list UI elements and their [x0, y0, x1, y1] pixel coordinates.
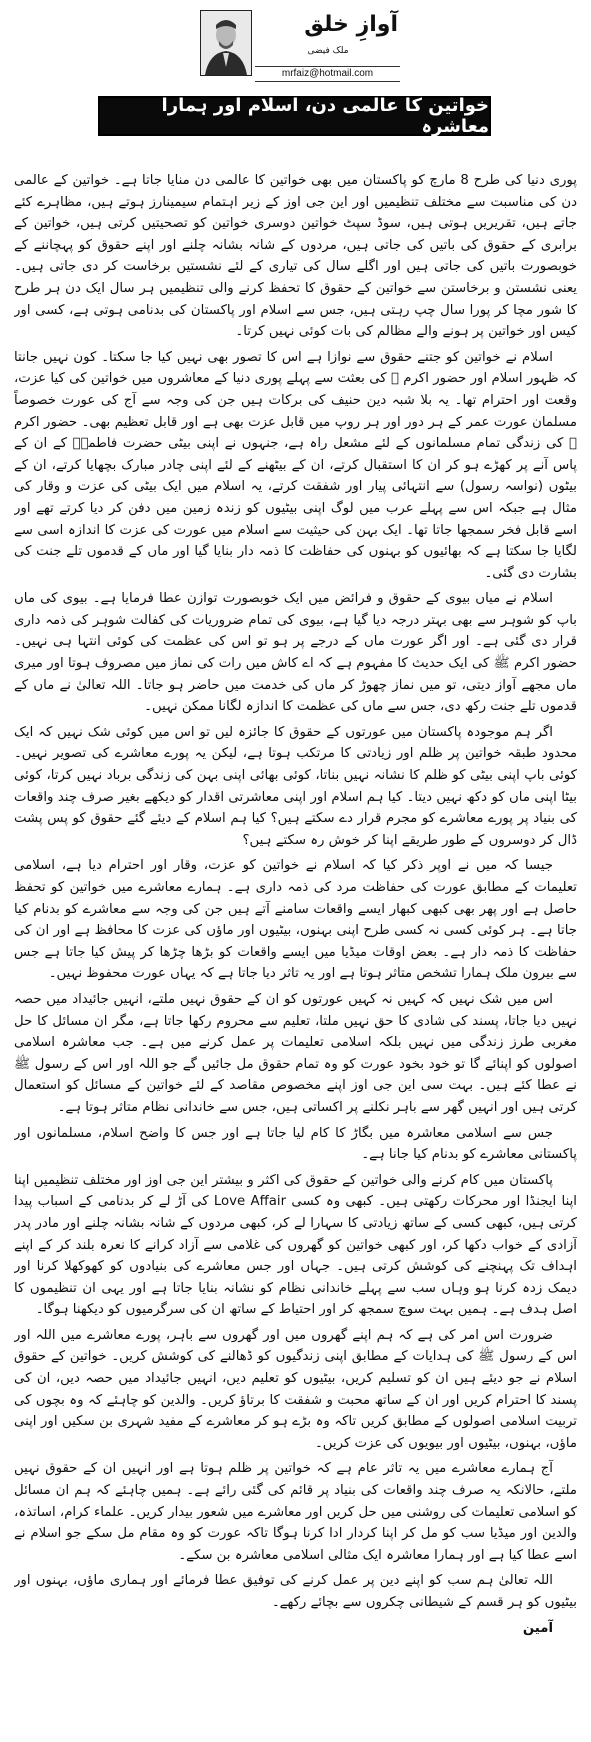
- closing-line: آمین: [522, 1620, 553, 1636]
- author-portrait-icon: [201, 11, 251, 75]
- article-paragraph: جس سے اسلامی معاشرہ میں بگاڑ کا کام لیا جاتا ہے اور جس کا واضح اسلام، مسلمانوں اور پاکستانی معاشرے کو بدنام کیا جانا ہے۔: [14, 1125, 577, 1163]
- headline-bar: [98, 96, 491, 136]
- article-body: [14, 170, 577, 1730]
- article-paragraph: اسلام نے میاں بیوی کے حقوق و فرائض میں ایک خوبصورت توازن عطا فرمایا ہے۔ بیوی کی ماں باپ کو شوہر سے بھی بہتر درجہ دیا گیا ہے، بیوی کی تمام ضروریات کی کفالت شوہر کی ذمہ داری قرار دی گئی ہے۔ اور اگر عورت ماں کے درجے پر ہو تو اس کی عظمت کی کوئی انتہا ہی نہیں۔ حضور اکرم ﷺ کی ایک حدیث کا مفہوم ہے کہ اے کاش میں رات کی نماز میں مصروف ہوتا اور میری ماں مجھے آواز دیتی، تو میں نماز چھوڑ کر ماں کی خدمت میں حاضر ہو جاتا۔ اللہ تعالیٰ نے ماں کے قدموں تلے جنت رکھ دی، جس سے ماں کی عظمت کا اندازہ لگانا ممکن نہیں۔: [14, 591, 577, 715]
- article-paragraph: اگر ہم موجودہ پاکستان میں عورتوں کے حقوق کا جائزہ لیں تو اس میں کوئی شک نہیں کہ ایک محدود طبقہ خواتین پر ظلم اور زیادتی کا مرتکب ہوتا ہے، لیکن یہ پورے معاشرے کی تصویر نہیں۔ کوئی باپ اپنی بیٹی کو ظلم کا نشانہ نہیں بناتا، کوئی بھائی اپنی بہن کی زندگی برباد نہیں کرتا، کوئی بیٹا اپنی ماں کو دکھ نہیں دیتا۔ کیا ہم اسلام اور اپنی معاشرتی اقدار کو دیکھے بغیر صرف چند واقعات کی بنیاد پر پورے معاشرے کو مجرم قرار دے سکتے ہیں؟ کیا ہم اسلام کے دیئے گئے حقوق کو پس پشت ڈال کر دوسروں کے طور طریقے اپنا کر خوش رہ سکتے ہیں؟: [14, 724, 577, 848]
- column-name: آوازِ خلق: [304, 12, 398, 37]
- author-name: ملک فیضی: [307, 46, 349, 56]
- headline: خواتین کا عالمی دن، اسلام اور ہمارا معاشرہ: [161, 95, 489, 137]
- column-masthead: [200, 10, 400, 90]
- article-paragraph: اسلام نے خواتین کو جتنے حقوق سے نوازا ہے اس کا تصور بھی نہیں کیا جا سکتا۔ کون نہیں جانتا کہ ظہور اسلام اور حضور اکرم ﷺ کی بعثت سے پہلے پوری دنیا کے معاشروں میں خواتین کی کیا عزت، وقعت اور احترام تھا۔ یہ بلا شبہ دین حنیف کی برکات ہیں جن کی وجہ سے آج کی عورت خصوصاً مسلمان عورت عمر کے ہر دور اور ہر روپ میں قابل عزت بھی ہے اور قابل تعظیم بھی۔ حضور اکرم ﷺ کی زندگی تمام مسلمانوں کے لئے مشعل راہ ہے، جنہوں نے اپنی بیٹی حضرت فاطمہؓ کے ان کے پاس آنے پر کھڑے ہو کر ان کا استقبال کرتے، ان کے بیٹھنے کے لئے اپنی چادر مبارک بچھایا کرتے، ان کے بیٹوں (نواسہ رسول) سے انتہائی پیار اور شفقت کرتے، یہ اسلام میں ایک بیٹی کی عزت و وقار کی مثال ہے جبکہ اس سے پہلے عرب میں لوگ اپنی بیٹیوں کو زندہ زمین میں دفن کر دیا کرتے تھے اور اسے قابل فخر سمجھا جاتا تھا۔ ایک بہن کی حیثیت سے اسلام میں عورت کی عزت کا اندازہ اسی سے لگایا جا سکتا ہے کہ بھائیوں کو بہنوں کی حفاظت کا ذمہ دار بنایا گیا اور ماں کے قدموں تلے جنت کی بشارت دی گئی۔: [14, 349, 577, 581]
- article-paragraph: ضرورت اس امر کی ہے کہ ہم اپنے گھروں میں اور گھروں سے باہر، پورے معاشرے میں اللہ اور اس کے رسول ﷺ کی ہدایات کے مطابق اپنی زندگیوں کو ڈھالنے کی کوشش کریں۔ خواتین کے حقوق اسلام نے جو دیئے ہیں ان کو تسلیم کریں، بیٹیوں کو تعلیم دیں، انہیں جائیداد میں حصہ دیں، ان کی پسند کا احترام کریں اور ان کے ساتھ محبت و شفقت کا برتاؤ کریں۔ والدین کو چاہئے کہ وہ بچوں کی تربیت اسلامی اصولوں کے مطابق کریں تاکہ وہ بڑے ہو کر معاشرے کے مفید شہری بن سکیں اور اپنی ماؤں، بہنوں، بیٹیوں اور بیویوں کی عزت کریں۔: [14, 1327, 577, 1451]
- article-paragraph: آج ہمارے معاشرے میں یہ تاثر عام ہے کہ خواتین پر ظلم ہوتا ہے اور انہیں ان کے حقوق نہیں ملتے، حالانکہ یہ صرف چند واقعات کی بنیاد پر قائم کی گئی رائے ہے۔ ہمیں چاہئے کہ ہم ان مسائل کو اسلامی تعلیمات کی روشنی میں حل کریں اور معاشرے میں شعور بیدار کریں۔ علماء کرام، اساتذہ، والدین اور میڈیا سب کو مل کر اپنا کردار ادا کرنا ہوگا تاکہ عورت کو وہ مقام مل سکے جو اسلام نے اسے عطا کیا ہے اور ہمارا معاشرہ ایک مثالی اسلامی معاشرہ بن سکے۔: [14, 1461, 577, 1563]
- article-paragraph: پاکستان میں کام کرنے والی خواتین کے حقوق کی اکثر و بیشتر این جی اوز اور مختلف تنظیمیں اپنا اپنا ایجنڈا اور محرکات رکھتی ہیں۔ کبھی وہ کسی Love Affair کی آڑ لے کر بدنامی کے اسباب پیدا کرتی ہیں، کبھی کسی کے ساتھ زیادتی کا سہارا لے کر، کبھی مردوں کے شانہ بشانہ چلنے اور مادر پدر آزادی کے خواب دکھا کر، اور کبھی خواتین کو گھروں کی غلامی سے آزاد کرانے کا نعرہ بلند کر کے اپنے اہداف تک پہنچنے کی کوشش کرتی ہیں۔ جہاں اور جس معاشرے کی بنیادوں کو کھوکھلا کرنا اور دیمک زدہ کرنا ہو وہاں سب سے پہلے خاندانی نظام کو نشانہ بنایا جاتا ہے اور یہی ان تنظیموں کا اصل ہدف ہے۔ ہمیں بہت سوچ سمجھ کر اور احتیاط کے ساتھ ان کی سرگرمیوں کو دیکھنا ہوگا۔: [14, 1172, 577, 1318]
- author-photo: [200, 10, 252, 76]
- article-paragraph: پوری دنیا کی طرح 8 مارچ کو پاکستان میں بھی خواتین کا عالمی دن منایا جاتا ہے۔ خواتین کے عالمی دن کی مناسبت سے مختلف تنظیمیں اور این جی اوز کے زیر اہتمام سیمینارز ہوتے ہیں، مظاہرے کئے جاتے ہیں، تقریریں ہوتی ہیں، سوڈ سپٹ خواتین دوسری خواتین کو تصحیتیں کرتی ہیں، خواتین کے برابری کے حقوق کی باتیں کی جاتی ہیں، مردوں کے شانہ بشانہ چلنے اور اپنے حقوق کو پہچاننے کے خوبصورت باتیں کی جاتی ہیں اور اگلے سال کی تیاری کے لئے نشستیں برخاست کر دی جاتی ہیں۔ یعنی نشستن و برخاستن سے خواتین کے حقوق کا تحفظ کرنے والی تنظیمیں ہر سال ایک دن ہر طرح کا شور مچا کر پورا سال چپ رہتی ہیں، جس سے اسلام اور پاکستان کی بدنامی ہوتی ہے، کسی اور کیس اور خواتین پر ہونے والے مظالم کی بات کوئی نہیں کرتا۔: [14, 173, 577, 340]
- article-paragraph: اس میں شک نہیں کہ کہیں نہ کہیں عورتوں کو ان کے حقوق نہیں ملتے، انہیں جائیداد میں حصہ نہیں دیا جاتا، پسند کی شادی کا حق نہیں ملتا، تعلیم سے محروم رکھا جاتا ہے، مگر ان مسائل کا حل مغربی طرز زندگی میں نہیں بلکہ اسلامی تعلیمات پر عمل کرنے میں ہے۔ جب معاشرہ اسلامی اصولوں کو اپنائے گا تو خود بخود عورت کو وہ تمام حقوق مل جائیں گے جو اللہ اور اس کے رسول ﷺ نے عطا کئے ہیں۔ بہت سی این جی اوز اپنے مخصوص مقاصد کے لئے خواتین کے مسائل کو استعمال کرتی ہیں اور انہیں گھر سے باہر نکلنے پر اکساتی ہیں، جس سے خاندانی نظام متاثر ہوتا ہے۔: [14, 991, 577, 1115]
- article-paragraph: اللہ تعالیٰ ہم سب کو اپنے دین پر عمل کرنے کی توفیق عطا فرمائے اور ہماری ماؤں، بہنوں اور بیٹیوں کو ہر قسم کے شیطانی چکروں سے بچائے رکھے۔: [14, 1573, 577, 1610]
- author-email[interactable]: mrfaiz@hotmail.com: [255, 66, 400, 82]
- article-paragraph: جیسا کہ میں نے اوپر ذکر کیا کہ اسلام نے خواتین کو عزت، وقار اور احترام دیا ہے، اسلامی تعلیمات کے مطابق عورت کی حفاظت مرد کی ذمہ داری ہے۔ ہمارے معاشرے میں خواتین کو تحفظ حاصل ہے اور پھر بھی کبھی کبھار ایسے واقعات سامنے آتے ہیں جن کی وجہ سے معاشرے کو بدنام کیا جاتا ہے۔ ہر کوئی کسی نہ کسی طرح اپنی بہنوں، بیٹیوں اور ماؤں کی عزت کا محافظ ہے اور ان کی حفاظت کا ذمہ دار ہے۔ بعض اوقات میڈیا میں ایسے واقعات کو بڑھا چڑھا کر پیش کیا جاتا ہے جس سے بیرون ملک ہمارا تشخص متاثر ہوتا ہے اور یہ تاثر دیا جاتا ہے کہ یہاں عورت محفوظ نہیں۔: [14, 858, 577, 982]
